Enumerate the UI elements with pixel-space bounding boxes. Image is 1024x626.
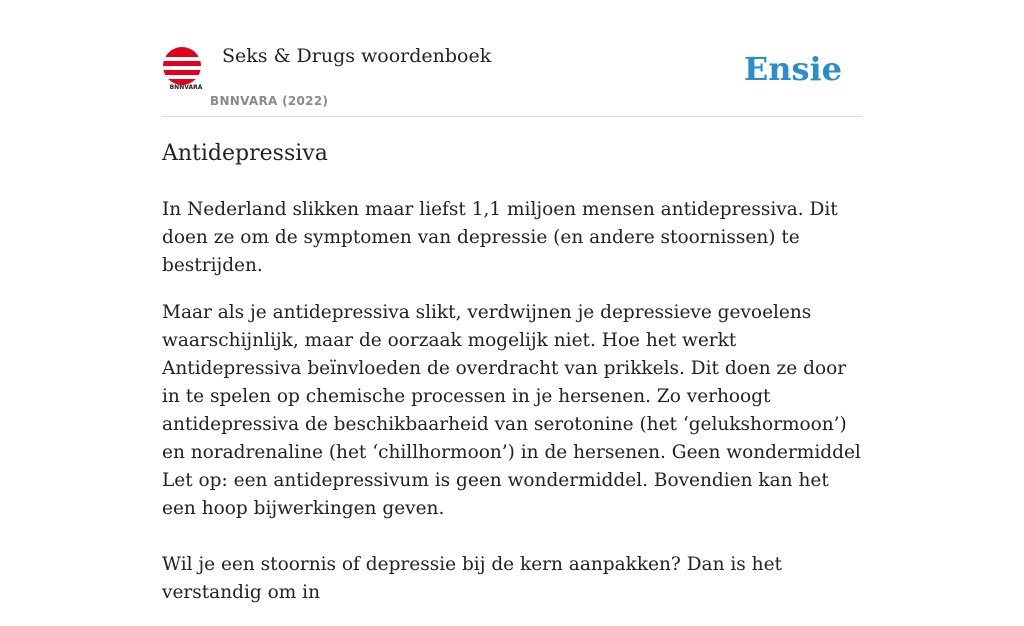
publisher-label: BNNVARA (2022) — [210, 94, 329, 108]
logo-wordmark: BNNVARA — [169, 84, 203, 91]
bnnvara-logo[interactable] — [162, 47, 202, 91]
entry-paragraph: Maar als je antidepressiva slikt, verdwijnen je depressieve gevoelens waarschijnlijk, maar de oorzaak mogelijk niet. Hoe het werkt Antidepressiva beïnvloeden de overdracht van prikkels. Dit doen ze door in te spelen op chemische processen in je hersenen. Zo verhoogt antidepressiva de beschikbaarheid van serotonine (het ‘gelukshormoon’) en noradrenaline (het ‘chillhormoon’) in de hersenen. Geen wondermiddel Let op: een antidepressivum is geen wondermiddel. Bovendien kan het een hoop bijwerkingen geven. — [162, 302, 861, 519]
entry-content — [162, 138, 862, 626]
entry-title: Antidepressiva — [162, 141, 328, 166]
ensie-logo[interactable]: Ensie — [743, 50, 842, 88]
entry-paragraph: In Nederland slikken maar liefst 1,1 miljoen mensen antidepressiva. Dit doen ze om de symptomen van depressie (en andere stoornissen) te bestrijden. — [162, 199, 838, 276]
entry-paragraph: Wil je een stoornis of depressie bij de kern aanpakken? Dan is het verstandig om in — [162, 554, 782, 603]
book-title[interactable]: Seks & Drugs woordenboek — [222, 45, 492, 67]
page-header — [162, 0, 862, 117]
